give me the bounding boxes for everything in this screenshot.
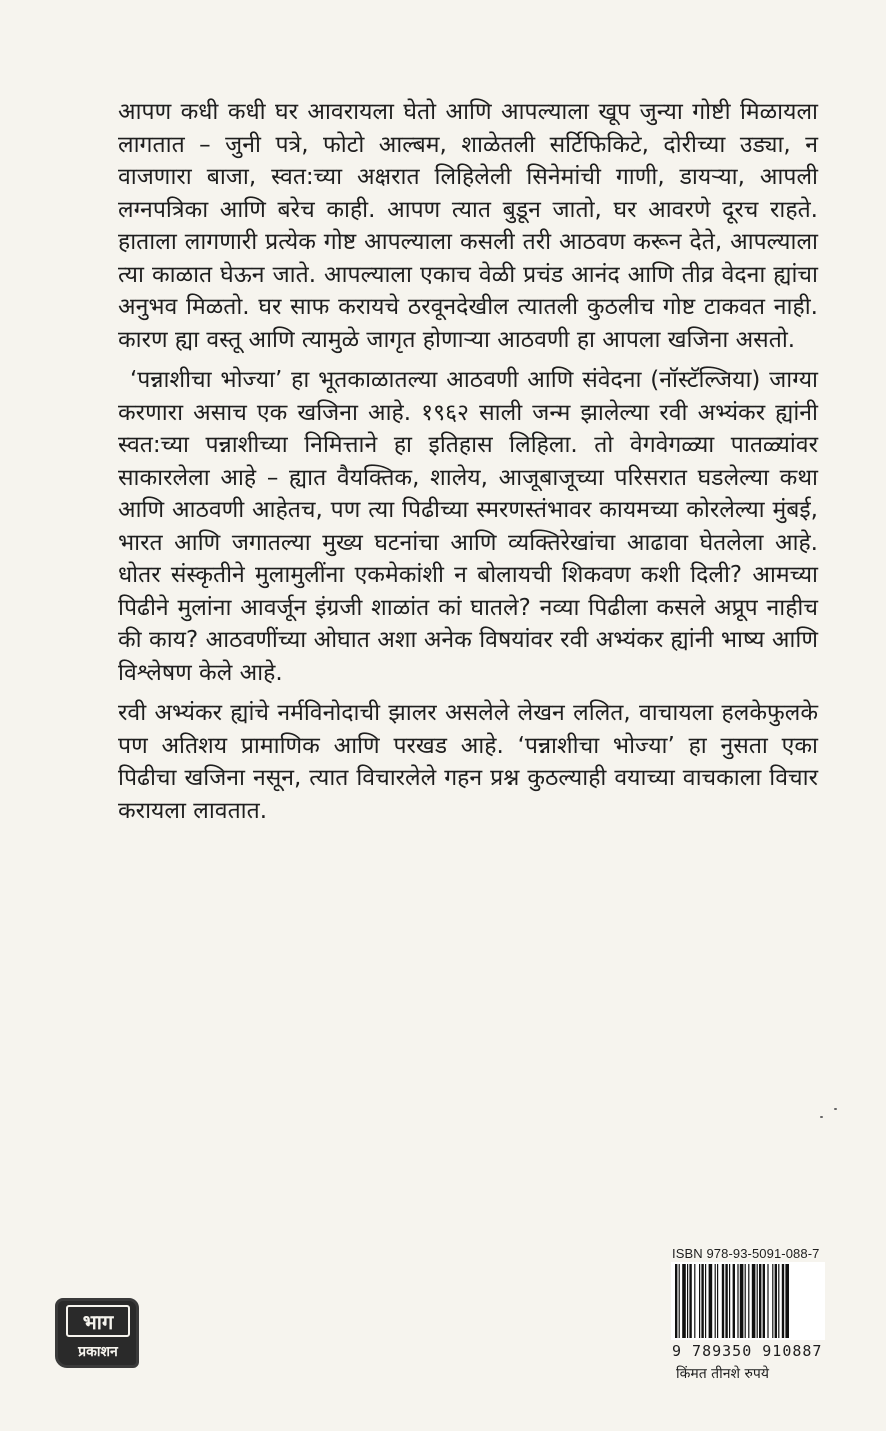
blurb-paragraph-1: आपण कधी कधी घर आवरायला घेतो आणि आपल्याला खूप जुन्या गोष्टी मिळायला लागतात – जुनी पत्रे, फोटो आल्बम, शाळेतली सर्टिफिकिटे, दोरीच्या उड्या, न वाजणारा बाजा, स्वत:च्या अक्षरात लिहिलेली सिनेमांची गाणी, डायऱ्या, आपली लग्नपत्रिका आणि बरेच काही. आपण त्यात बुडून जातो, घर आवरणे दूरच राहते. हाताला लागणारी प्रत्येक गोष्ट आपल्याला कसली तरी आठवण करून देते, आपल्याला त्या काळात घेऊन जाते. आपल्याला एकाच वेळी प्रचंड आनंद आणि तीव्र वेदना ह्यांचा अनुभव मिळतो. घर साफ करायचे ठरवूनदेखील त्यातली कुठलीच गोष्ट टाकवत नाही. कारण ह्या वस्तू आणि त्यामुळे जागृत होणाऱ्या आठवणी हा आपला खजिना असतो. [118,99,818,353]
barcode-bar [722,1264,724,1338]
barcode-bar [772,1264,773,1338]
barcode-bar [745,1264,746,1338]
isbn-label: ISBN 978-93-5091-088-7 [672,1246,820,1261]
publisher-logo-bottom-text: प्रकाशन [78,1344,118,1360]
paper-speck [834,1108,837,1110]
barcode-bar [725,1264,727,1338]
barcode-bar [715,1264,716,1338]
barcode-bar [717,1264,718,1338]
barcode-bar [785,1264,789,1338]
barcode-bar [775,1264,777,1338]
blurb-paragraph-2: ‘पन्नाशीचा भोज्या’ हा भूतकाळातल्या आठवणी आणि संवेदना (नॉस्टॅल्जिया) जाग्या करणारा असाच एक खजिना आहे. १९६२ साली जन्म झालेल्या रवी अभ्यंकर ह्यांनी स्वत:च्या पन्नाशीच्या निमित्ताने हा इतिहास लिहिला. तो वेगवेगळ्या पातळ्यांवर साकारलेला आहे – ह्यात वैयक्तिक, शालेय, आजूबाजूच्या परिसरात घडलेल्या कथा आणि आठवणी आहेतच, पण त्या पिढीच्या स्मरणस्तंभावर कायमच्या कोरलेल्या मुंबई, भारत आणि जगातल्या मुख्य घटनांचा आणि व्यक्तिरेखांचा आढावा घेतलेला आहे. धोतर संस्कृतीने मुलामुलींना एकमेकांशी न बोलायची शिकवण कशी दिली? आमच्या पिढीने मुलांना आवर्जून इंग्रजी शाळांत कां घातले? नव्या पिढीला कसले अप्रूप नाहीच की काय? आठवणींच्या ओघात अशा अनेक विषयांवर रवी अभ्यंकर ह्यांनी भाष्य आणि विश्लेषण केले आहे. [118,367,818,686]
barcode-bar [682,1264,686,1338]
barcode-bar [737,1264,738,1338]
barcode-bar [778,1264,779,1338]
publisher-logo [55,1298,139,1368]
paper-speck [820,1116,823,1118]
barcode-bar [709,1264,713,1338]
barcode-digits: 9 789350 910887 [672,1342,823,1360]
barcode-bar [759,1264,761,1338]
barcode-bar [757,1264,758,1338]
isbn-barcode [671,1262,825,1340]
barcode-bar [782,1264,784,1338]
barcode-bar [748,1264,749,1338]
barcode-bar [699,1264,700,1338]
barcode-bar [679,1264,680,1338]
back-cover-blurb [118,96,818,835]
barcode-graphic [671,1262,825,1340]
barcode-bar [689,1264,691,1338]
barcode-bar [675,1264,677,1338]
price-label: किंमत तीनशे रुपये [676,1366,769,1382]
barcode-bar [767,1264,768,1338]
barcode-bar [740,1264,744,1338]
barcode-bar [752,1264,756,1338]
barcode-bar [733,1264,735,1338]
barcode-bar [701,1264,703,1338]
barcode-bar [687,1264,688,1338]
publisher-logo-top-text: भाग [66,1305,130,1337]
barcode-bar [694,1264,695,1338]
barcode-bar [705,1264,706,1338]
blurb-paragraph-3: रवी अभ्यंकर ह्यांचे नर्मविनोदाची झालर असलेले लेखन ललित, वाचायला हलकेफुलके पण अतिशय प्रामाणिक आणि परखड आहे. ‘पन्नाशीचा भोज्या’ हा नुसता एका पिढीचा खजिना नसून, त्यात विचारलेले गहन प्रश्न कुठल्याही वयाच्या वाचकाला विचार करायला लावतात. [118,700,818,824]
barcode-bar [729,1264,730,1338]
barcode-bar [763,1264,765,1338]
